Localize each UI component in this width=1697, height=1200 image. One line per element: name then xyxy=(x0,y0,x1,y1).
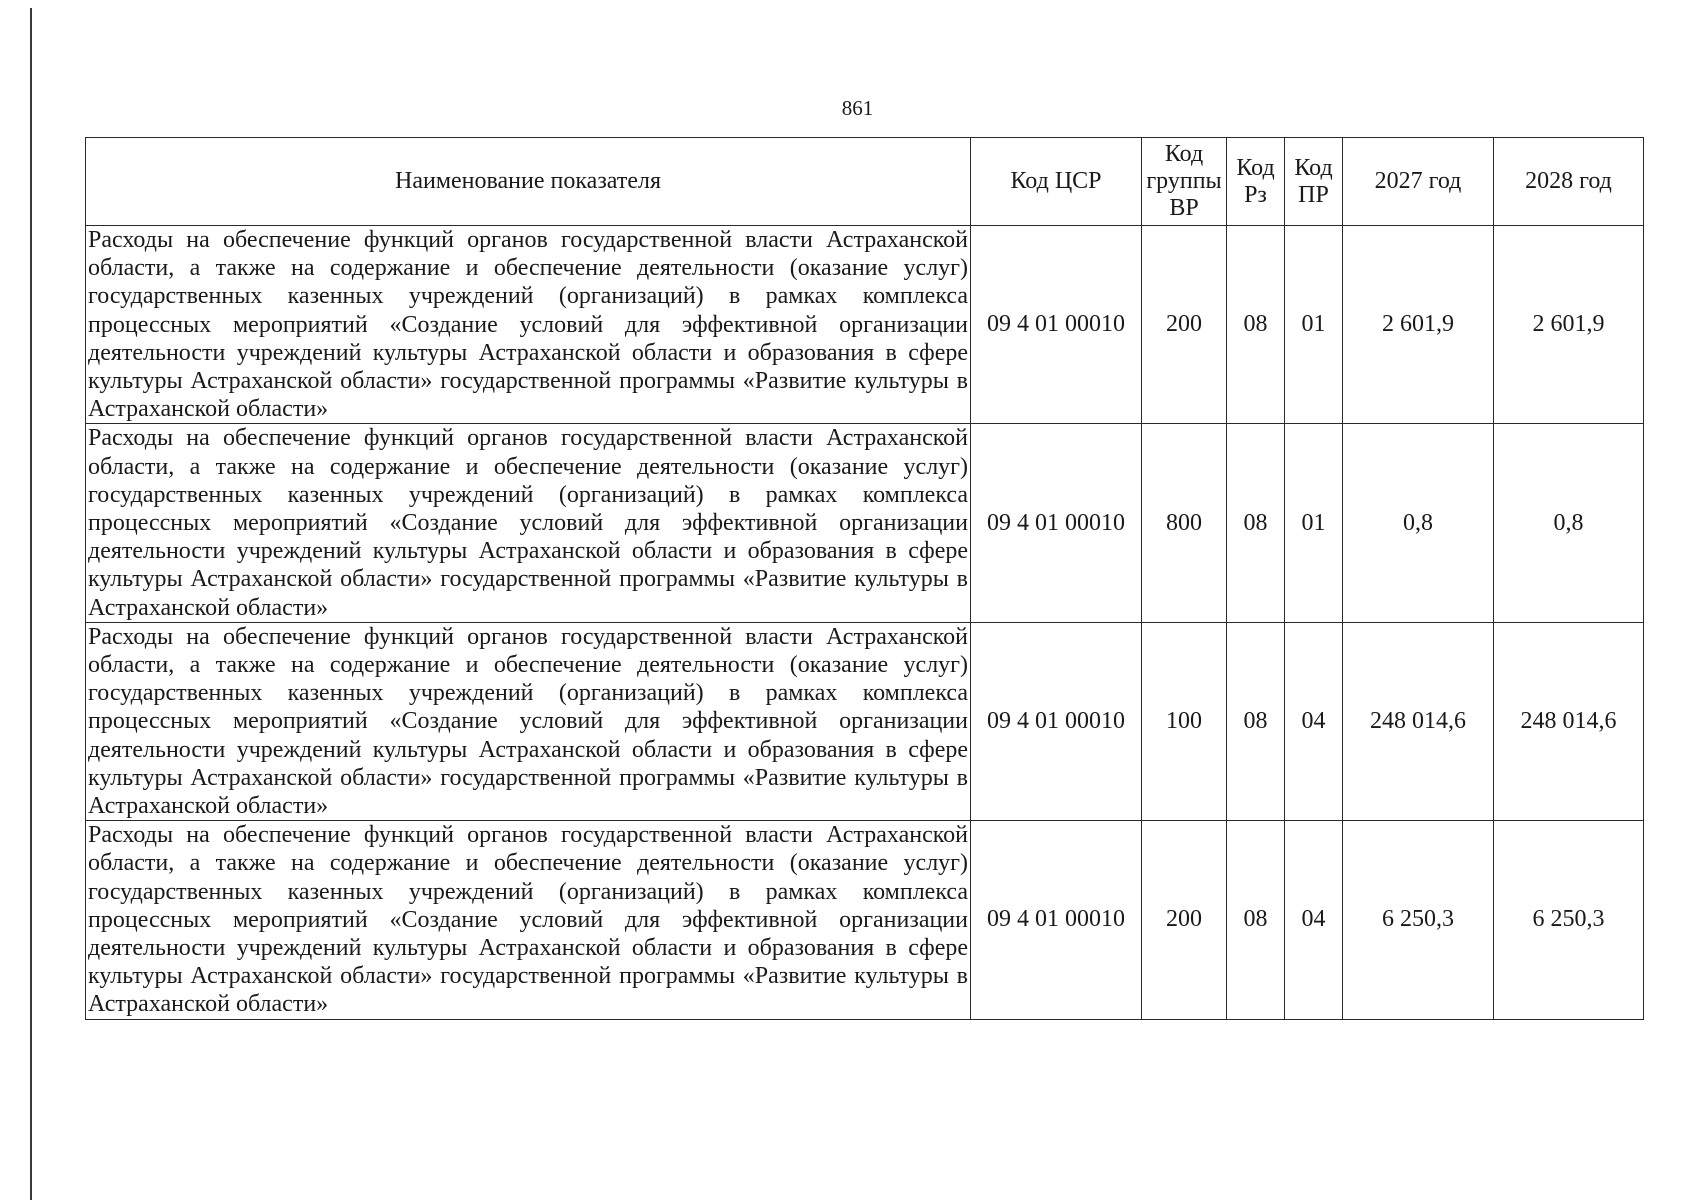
table-row xyxy=(86,226,1644,424)
row-amount-2028: 0,8 xyxy=(1494,424,1644,622)
row-amount-2027: 6 250,3 xyxy=(1343,821,1494,1019)
row-amount-2027: 2 601,9 xyxy=(1343,226,1494,424)
header-csr-code: Код ЦСР xyxy=(971,138,1142,226)
table-header-row xyxy=(86,138,1644,226)
row-csr-code: 09 4 01 00010 xyxy=(971,424,1142,622)
table-row xyxy=(86,424,1644,622)
row-csr-code: 09 4 01 00010 xyxy=(971,622,1142,820)
row-amount-2027: 248 014,6 xyxy=(1343,622,1494,820)
row-name: Расходы на обеспечение функций органов государственной власти Астраханской области, а также на содержание и обеспечение деятельности (оказание услуг) государственных казенных учреждений (организаций) в рамках комплекса процессных мероприятий «Создание условий для эффективной организации деятельности учреждений культуры Астраханской области и образования в сфере культуры Астраханской области» государственной программы «Развитие культуры в Астраханской области» xyxy=(86,622,971,820)
page-number: 861 xyxy=(841,96,874,120)
row-rz-code: 08 xyxy=(1227,424,1285,622)
table-row xyxy=(86,821,1644,1019)
row-name: Расходы на обеспечение функций органов государственной власти Астраханской области, а также на содержание и обеспечение деятельности (оказание услуг) государственных казенных учреждений (организаций) в рамках комплекса процессных мероприятий «Создание условий для эффективной организации деятельности учреждений культуры Астраханской области и образования в сфере культуры Астраханской области» государственной программы «Развитие культуры в Астраханской области» xyxy=(86,821,971,1019)
row-vr-code: 100 xyxy=(1142,622,1227,820)
row-amount-2028: 2 601,9 xyxy=(1494,226,1644,424)
header-year-2028: 2028 год xyxy=(1494,138,1644,226)
row-rz-code: 08 xyxy=(1227,622,1285,820)
row-vr-code: 200 xyxy=(1142,821,1227,1019)
row-pr-code: 04 xyxy=(1285,821,1343,1019)
binding-margin-line xyxy=(30,8,32,1200)
row-csr-code: 09 4 01 00010 xyxy=(971,821,1142,1019)
row-pr-code: 01 xyxy=(1285,424,1343,622)
header-vr-code: Код группы ВР xyxy=(1142,138,1227,226)
row-csr-code: 09 4 01 00010 xyxy=(971,226,1142,424)
header-pr-code: Код ПР xyxy=(1285,138,1343,226)
row-vr-code: 200 xyxy=(1142,226,1227,424)
row-amount-2027: 0,8 xyxy=(1343,424,1494,622)
header-rz-code: Код Рз xyxy=(1227,138,1285,226)
row-name: Расходы на обеспечение функций органов государственной власти Астраханской области, а также на содержание и обеспечение деятельности (оказание услуг) государственных казенных учреждений (организаций) в рамках комплекса процессных мероприятий «Создание условий для эффективной организации деятельности учреждений культуры Астраханской области и образования в сфере культуры Астраханской области» государственной программы «Развитие культуры в Астраханской области» xyxy=(86,226,971,424)
row-name: Расходы на обеспечение функций органов государственной власти Астраханской области, а также на содержание и обеспечение деятельности (оказание услуг) государственных казенных учреждений (организаций) в рамках комплекса процессных мероприятий «Создание условий для эффективной организации деятельности учреждений культуры Астраханской области и образования в сфере культуры Астраханской области» государственной программы «Развитие культуры в Астраханской области» xyxy=(86,424,971,622)
row-amount-2028: 6 250,3 xyxy=(1494,821,1644,1019)
row-pr-code: 04 xyxy=(1285,622,1343,820)
row-pr-code: 01 xyxy=(1285,226,1343,424)
row-rz-code: 08 xyxy=(1227,226,1285,424)
row-vr-code: 800 xyxy=(1142,424,1227,622)
budget-table xyxy=(85,137,1644,1020)
table-row xyxy=(86,622,1644,820)
row-rz-code: 08 xyxy=(1227,821,1285,1019)
header-year-2027: 2027 год xyxy=(1343,138,1494,226)
header-name: Наименование показателя xyxy=(86,138,971,226)
row-amount-2028: 248 014,6 xyxy=(1494,622,1644,820)
